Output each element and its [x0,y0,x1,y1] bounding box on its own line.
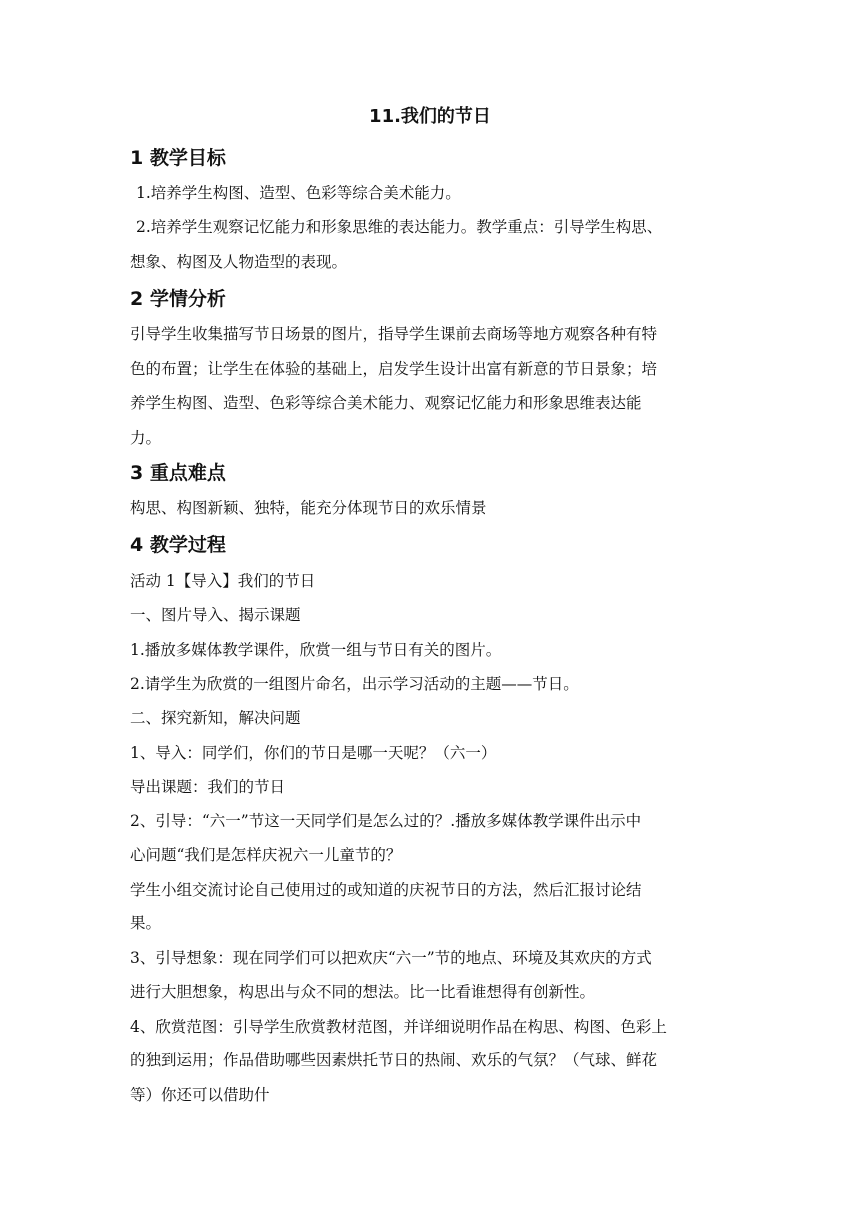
paragraph-line: 进行大胆想象，构思出与众不同的想法。比一比看谁想得有创新性。 [130,983,596,1001]
section-heading-teaching-process: 4 教学过程 [130,534,226,556]
paragraph-line: 的独到运用；作品借助哪些因素烘托节日的热闹、欢乐的气氛？（气球、鲜花 [130,1051,658,1069]
paragraph-line: 2.培养学生观察记忆能力和形象思维的表达能力。教学重点：引导学生构思、 [136,218,663,236]
paragraph-line: 力。 [130,429,162,447]
paragraph-line: 二、探究新知，解决问题 [130,709,301,727]
paragraph-line: 2.请学生为欣赏的一组图片命名，出示学习活动的主题——节日。 [130,675,579,693]
section-heading-key-points: 3 重点难点 [130,462,226,484]
paragraph-line: 1.播放多媒体教学课件，欣赏一组与节日有关的图片。 [130,641,502,659]
paragraph-line: 活动 1【导入】我们的节日 [130,572,316,590]
paragraph-line: 果。 [130,914,162,932]
paragraph-line: 色的布置；让学生在体验的基础上，启发学生设计出富有新意的节日景象；培 [130,360,658,378]
paragraph-line: 引导学生收集描写节日场景的图片，指导学生课前去商场等地方观察各种有特 [130,325,658,343]
paragraph-line: 心问题“我们是怎样庆祝六一儿童节的？ [130,846,402,864]
paragraph-line: 学生小组交流讨论自己使用过的或知道的庆祝节日的方法，然后汇报讨论结 [130,881,642,899]
paragraph-line: 导出课题：我们的节日 [130,778,286,796]
paragraph-line: 等）你还可以借助什 [130,1086,270,1104]
paragraph-line: 构思、构图新颖、独特，能充分体现节日的欢乐情景 [130,499,487,517]
paragraph-line: 想象、构图及人物造型的表现。 [130,253,348,271]
paragraph-line: 养学生构图、造型、色彩等综合美术能力、观察记忆能力和形象思维表达能 [130,394,642,412]
paragraph-line: 2、引导：“六一”节这一天同学们是怎么过的？.播放多媒体教学课件出示中 [130,812,642,830]
paragraph-line: 一、图片导入、揭示课题 [130,606,301,624]
paragraph-line: 1.培养学生构图、造型、色彩等综合美术能力。 [136,184,461,202]
paragraph-line: 4、欣赏范图：引导学生欣赏教材范图，并详细说明作品在构思、构图、色彩上 [130,1018,667,1036]
paragraph-line: 3、引导想象：现在同学们可以把欢庆“六一”节的地点、环境及其欢庆的方式 [130,949,652,967]
section-heading-teaching-goals: 1 教学目标 [130,147,226,169]
page-title: 11.我们的节日 [369,106,491,127]
paragraph-line: 1、导入：同学们，你们的节日是哪一天呢？（六一） [130,744,497,762]
section-heading-learning-analysis: 2 学情分析 [130,288,226,310]
